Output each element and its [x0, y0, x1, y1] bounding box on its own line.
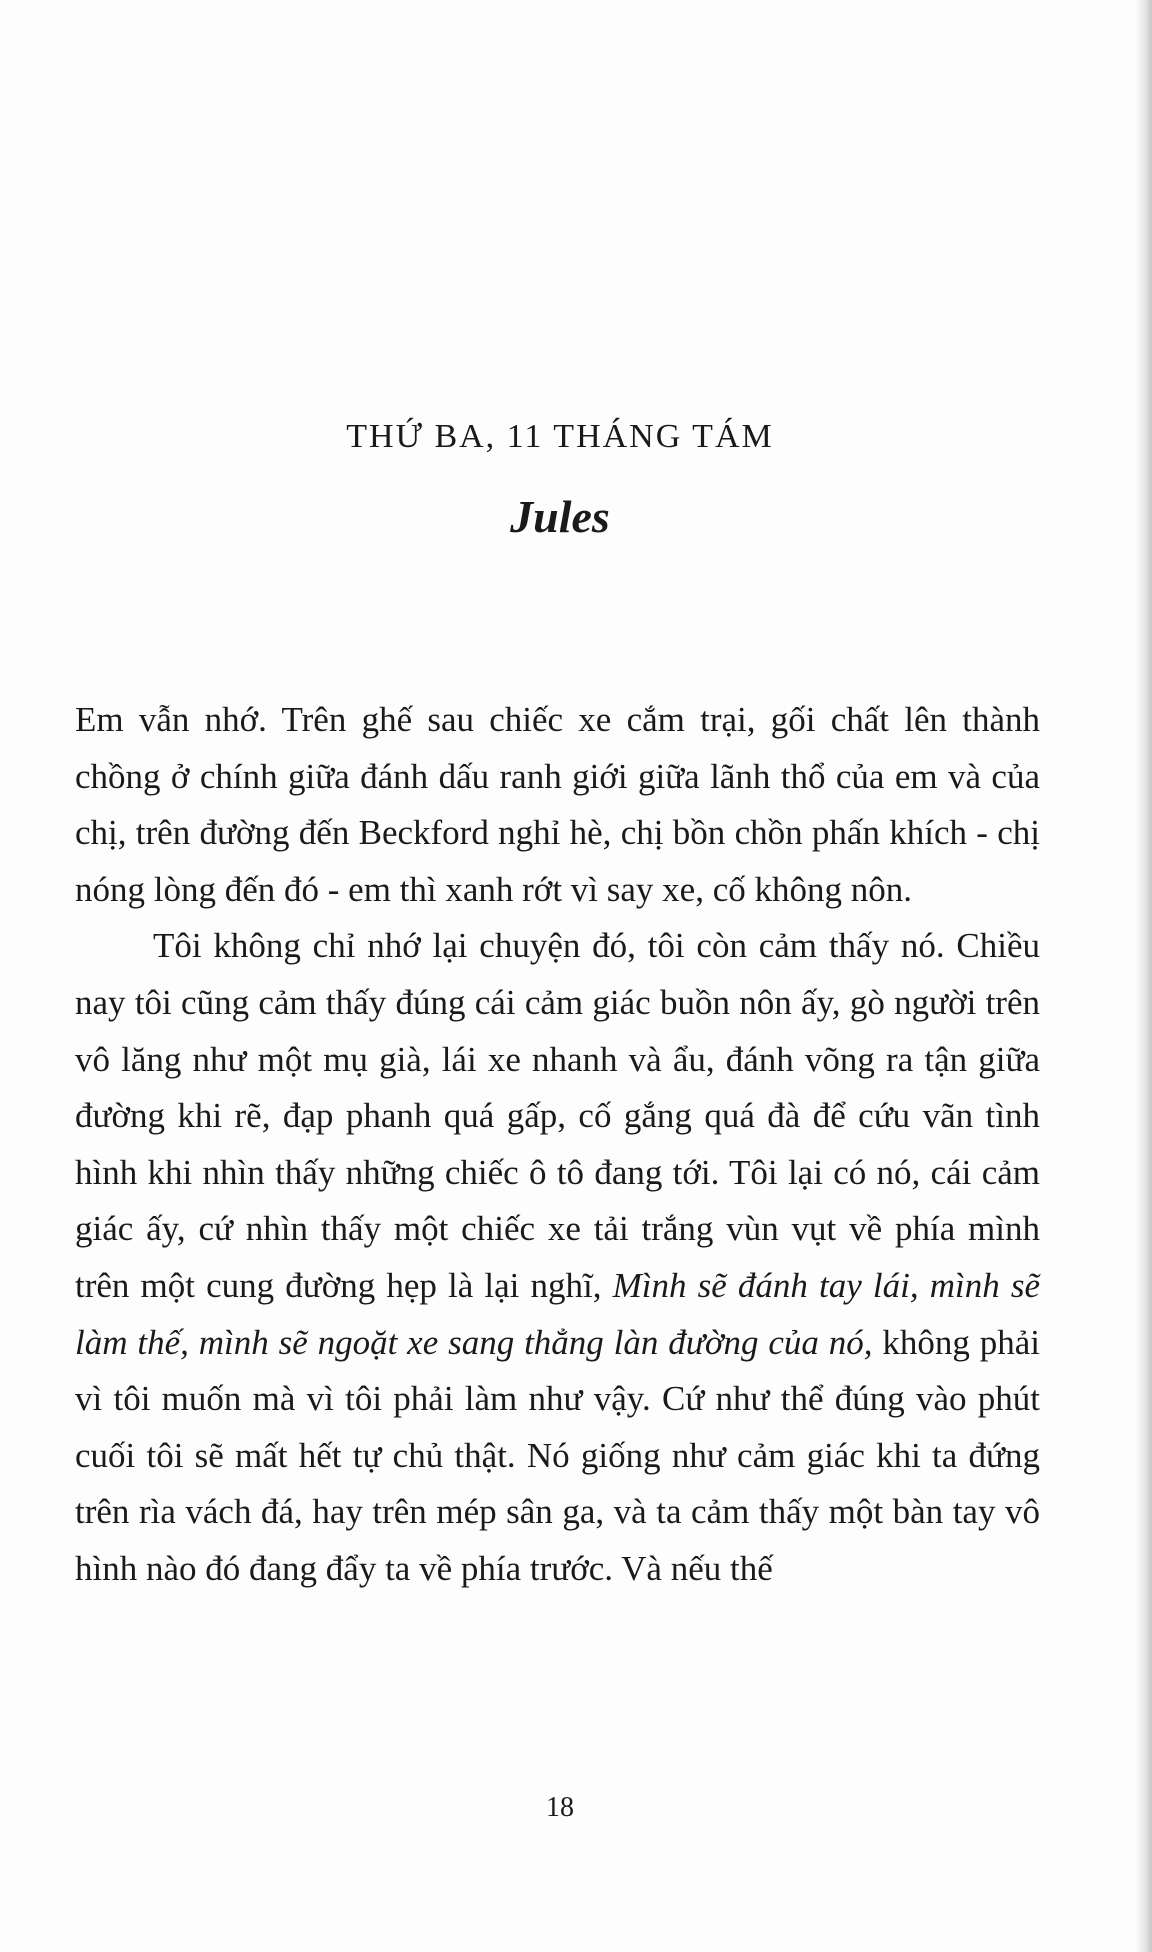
paragraph-2-part-1: Tôi không chỉ nhớ lại chuyện đó, tôi còn cảm thấy nó. Chiều nay tôi cũng cảm thấy đúng cái cảm giác buồn nôn ấy, gò người trên vô lăng như một mụ già, lái xe nhanh và ẩu, đánh võng ra tận giữa đường khi rẽ, đạp phanh quá gấp, cố gắng quá đà để cứu vãn tình hình khi nhìn thấy những chiếc ô tô đang tới. Tôi lại có nó, cái cảm giác ấy, cứ nhìn thấy một chiếc xe tải trắng vùn vụt về phía mình trên một cung đường hẹp là lại nghĩ, [75, 926, 1040, 1305]
page-edge-shadow [1136, 0, 1152, 1952]
page-number: 18 [546, 1792, 574, 1823]
paragraph-2-part-2: không phải vì tôi muốn mà vì tôi phải làm như vậy. Cứ như thể đúng vào phút cuối tôi sẽ mất hết tự chủ thật. Nó giống như cảm giác khi ta đứng trên rìa vách đá, hay trên mép sân ga, và ta cảm thấy một bàn tay vô hình nào đó đang đẩy ta về phía trước. Và nếu thế [75, 1322, 1040, 1588]
paragraph-2-italic-thought: Mình sẽ đánh tay lái, mình sẽ làm thế, mình sẽ ngoặt xe sang thẳng làn đường của nó, [75, 1265, 1040, 1362]
chapter-title: Jules [510, 491, 610, 542]
body-text [75, 692, 1040, 1598]
chapter-date: THỨ BA, 11 THÁNG TÁM [346, 418, 774, 455]
paragraph-1: Em vẫn nhớ. Trên ghế sau chiếc xe cắm trại, gối chất lên thành chồng ở chính giữa đánh dấu ranh giới giữa lãnh thổ của em và của chị, trên đường đến Beckford nghỉ hè, chị bồn chồn phấn khích - chị nóng lòng đến đó - em thì xanh rớt vì say xe, cố không nôn. [75, 700, 1040, 909]
paragraph-2 [75, 918, 1040, 1597]
